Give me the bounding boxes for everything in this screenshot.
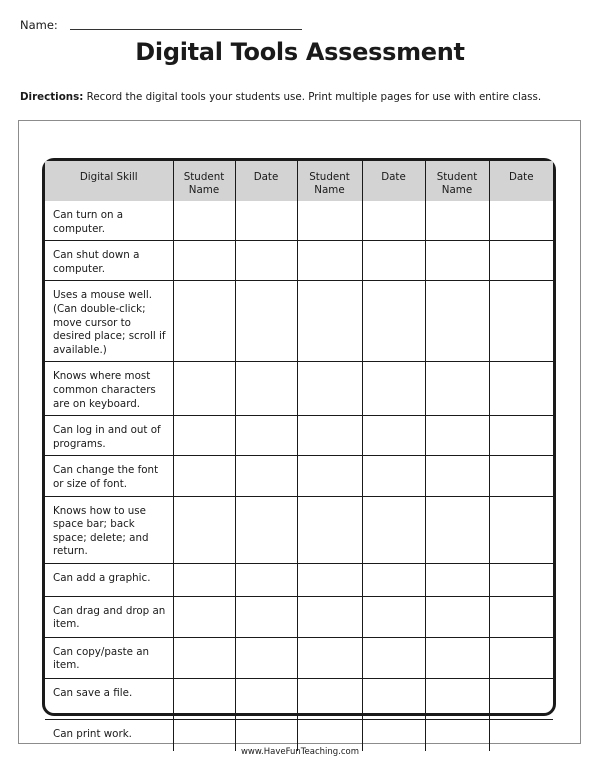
student-name-cell [173,201,235,241]
date-cell [362,241,425,281]
table-row [45,456,553,496]
assessment-grid [45,161,553,751]
student-name-cell [297,241,362,281]
table-row [45,416,553,456]
student-name-cell [425,678,489,719]
skill-cell: Can print work. [45,719,173,751]
date-cell [235,241,297,281]
date-cell [489,496,553,563]
student-name-cell [173,362,235,416]
student-name-cell [425,496,489,563]
table-row [45,241,553,281]
student-name-cell [297,637,362,678]
date-cell [235,563,297,596]
date-cell [235,281,297,362]
student-name-cell [297,596,362,637]
date-cell [489,416,553,456]
date-cell [235,596,297,637]
date-cell [489,563,553,596]
student-name-cell [297,456,362,496]
name-write-line [70,29,302,30]
name-field-row [20,15,310,35]
date-cell [235,362,297,416]
date-cell [362,596,425,637]
col-header-date-3: Date [489,161,553,201]
student-name-cell [173,496,235,563]
date-cell [362,362,425,416]
student-name-cell [425,281,489,362]
col-header-date-2: Date [362,161,425,201]
col-header-date-1: Date [235,161,297,201]
student-name-cell [173,596,235,637]
directions-label: Directions: [20,91,84,103]
col-header-student-name-1: Student Name [173,161,235,201]
header-row [45,161,553,201]
table-row [45,637,553,678]
date-cell [489,201,553,241]
date-cell [362,563,425,596]
skill-cell: Can drag and drop an item. [45,596,173,637]
date-cell [489,241,553,281]
col-header-student-name-2: Student Name [297,161,362,201]
student-name-cell [173,241,235,281]
skill-cell: Can change the font or size of font. [45,456,173,496]
student-name-cell [173,456,235,496]
assessment-table [42,158,556,740]
date-cell [489,637,553,678]
table-row [45,281,553,362]
date-cell [235,416,297,456]
student-name-cell [425,241,489,281]
student-name-cell [297,563,362,596]
date-cell [235,456,297,496]
date-cell [489,362,553,416]
student-name-cell [297,281,362,362]
skill-cell: Can shut down a computer. [45,241,173,281]
student-name-cell [297,201,362,241]
student-name-cell [425,637,489,678]
date-cell [489,678,553,719]
student-name-cell [297,416,362,456]
date-cell [489,456,553,496]
name-label: Name: [20,18,58,32]
student-name-cell [173,281,235,362]
col-header-student-name-3: Student Name [425,161,489,201]
student-name-cell [425,456,489,496]
date-cell [362,281,425,362]
date-cell [235,496,297,563]
skill-cell: Can copy/paste an item. [45,637,173,678]
table-row [45,678,553,719]
skill-cell: Knows how to use space bar; back space; delete; and return. [45,496,173,563]
date-cell [235,201,297,241]
student-name-cell [425,416,489,456]
skill-cell: Knows where most common characters are on keyboard. [45,362,173,416]
directions-text: Record the digital tools your students use. Print multiple pages for use with entire class. [83,91,542,103]
date-cell [489,596,553,637]
student-name-cell [297,362,362,416]
directions [20,91,541,103]
date-cell [362,496,425,563]
date-cell [235,678,297,719]
skill-cell: Uses a mouse well. (Can double-click; move cursor to desired place; scroll if available.) [45,281,173,362]
table-row [45,201,553,241]
student-name-cell [173,416,235,456]
student-name-cell [173,637,235,678]
student-name-cell [173,563,235,596]
date-cell [362,201,425,241]
skill-cell: Can log in and out of programs. [45,416,173,456]
date-cell [362,456,425,496]
student-name-cell [425,362,489,416]
table-row [45,563,553,596]
date-cell [362,416,425,456]
student-name-cell [297,496,362,563]
skill-cell: Can save a file. [45,678,173,719]
student-name-cell [425,201,489,241]
date-cell [489,281,553,362]
date-cell [362,678,425,719]
student-name-cell [425,563,489,596]
date-cell [235,637,297,678]
student-name-cell [425,596,489,637]
table-row [45,496,553,563]
skill-cell: Can turn on a computer. [45,201,173,241]
skill-cell: Can add a graphic. [45,563,173,596]
student-name-cell [297,678,362,719]
table-row [45,596,553,637]
page-title: Digital Tools Assessment [135,38,465,66]
date-cell [362,637,425,678]
table-row [45,362,553,416]
student-name-cell [173,678,235,719]
col-header-digital-skill: Digital Skill [45,161,173,201]
footer-site: www.HaveFunTeaching.com [240,747,360,757]
